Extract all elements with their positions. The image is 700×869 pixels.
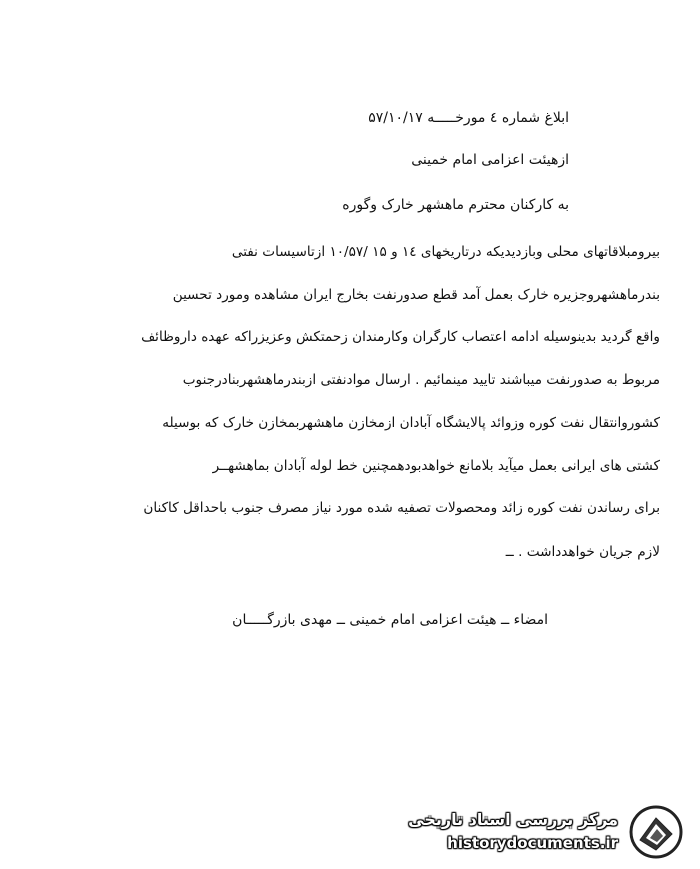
body-line: واقع گردید بدینوسیله ادامه اعتصاب کارگران وکارمندان زحمتکش وعزیزراکه عهده داروظائف	[141, 329, 660, 345]
recipient-line: به کارکنان محترم ماهشهر خارک وگوره	[342, 197, 569, 213]
body-line: کشتی های ایرانی بعمل میآید بلامانع خواهدبودهمچنین خط لوله آبادان بماهشهــر	[212, 458, 660, 474]
body-line: بندرماهشهروجزیره خارک بعمل آمد قطع صدورنفت بخارج ایران مشاهده ومورد تحسین	[172, 287, 660, 303]
body-line: لازم جریان خواهدداشت . ــ	[505, 544, 660, 560]
sender-line: ازهیئت اعزامی امام خمینی	[411, 152, 569, 168]
body-line: برای رساندن نفت کوره زائد ومحصولات تصفیه شده مورد نیاز مصرف جنوب باحداقل کاکنان	[143, 500, 660, 516]
body-line: مربوط به صدورنفت میباشند تایید مینمائیم . ارسال موادنفتی ازبندرماهشهربنادرجنوب	[182, 372, 660, 388]
watermark-url: historydocuments.ir	[447, 834, 618, 852]
archive-book-logo-icon	[626, 804, 686, 860]
watermark	[408, 800, 692, 862]
body-line: کشوروانتقال نفت کوره وزوائد پالایشگاه آبادان ازمخازن ماهشهربمخازن خارک که بوسیله	[162, 415, 660, 431]
announcement-number-line: ابلاغ شماره ٤ مورخـــــه ۵٧/١٠/١٧	[368, 110, 569, 126]
body-line: بیرومبلاقاتهای محلی وبازدیدیکه درتاریخهای ١٤ و ١۵ /١٠/۵٧ ازتاسیسات نفتی	[231, 244, 660, 260]
watermark-title: مرکز بررسی اسناد تاریخی	[408, 810, 618, 829]
signature-line: امضاء ــ هیئت اعزامی امام خمینی ــ مهدی بازرگـــــان	[232, 612, 548, 628]
